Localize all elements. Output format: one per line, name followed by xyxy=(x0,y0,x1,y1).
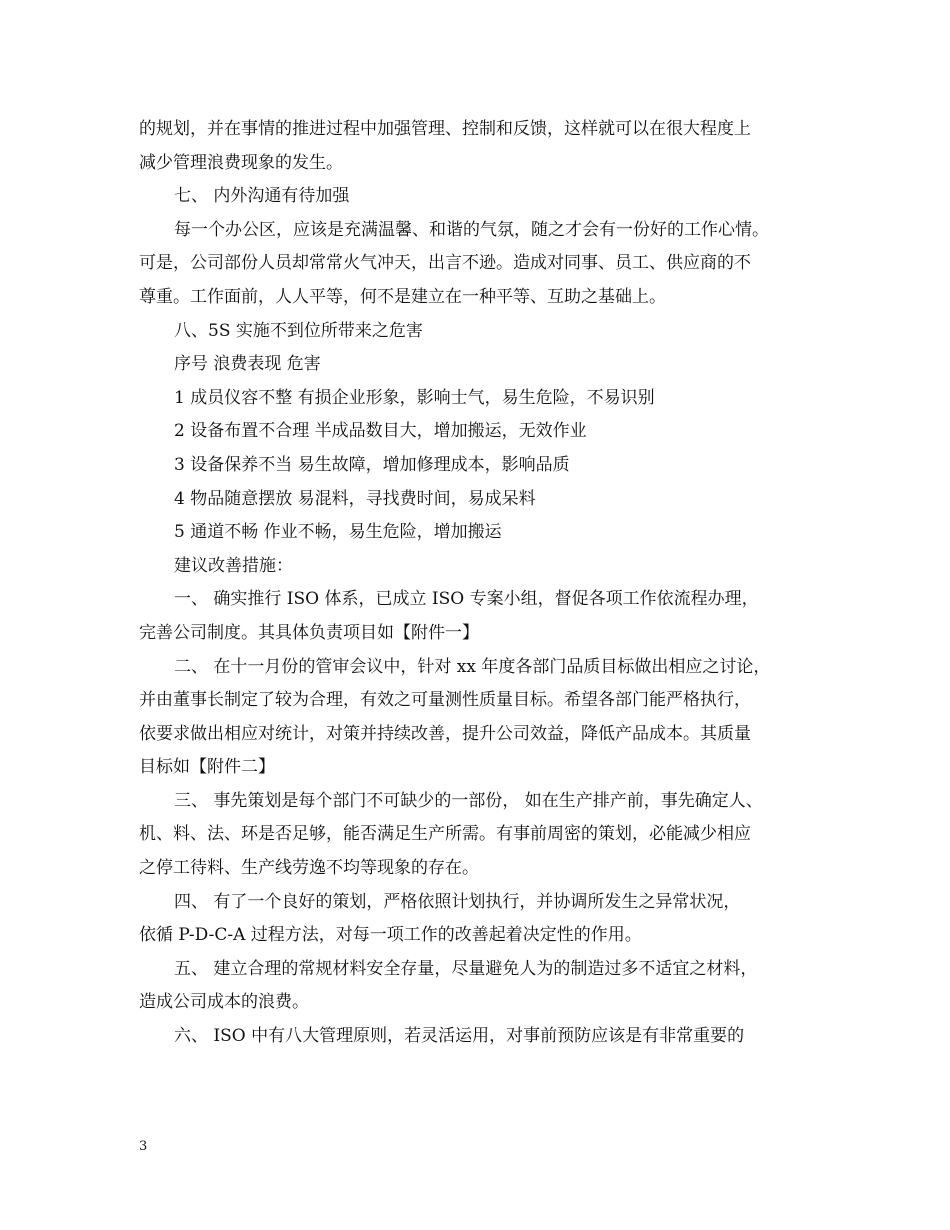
table-row-line: 4 物品随意摆放 易混料，寻找费时间，易成呆料 xyxy=(174,488,536,509)
text-line: 三、 事先策划是每个部门不可缺少的一部份， 如在生产排产前，事先确定人、 xyxy=(174,790,763,811)
text-line: 的规划，并在事情的推进过程中加强管理、控制和反馈，这样就可以在很大程度上 xyxy=(139,119,751,139)
text-line: 五、 建立合理的常规材料安全存量，尽量避免人为的制造过多不适宜之材料， xyxy=(174,958,758,979)
table-header-line: 序号 浪费表现 危害 xyxy=(174,354,321,375)
text-line: 依要求做出相应对统计，对策并持续改善，提升公司效益，降低产品成本。其质量 xyxy=(139,723,751,744)
page-number: 3 xyxy=(139,1139,148,1154)
table-row-line: 5 通道不畅 作业不畅，易生危险，增加搬运 xyxy=(174,522,502,543)
text-line: 机、料、法、环是否足够，能否满足生产所需。有事前周密的策划，必能减少相应 xyxy=(139,824,751,845)
text-line: 依循 P-D-C-A 过程方法，对每一项工作的改善起着决定性的作用。 xyxy=(139,925,642,946)
table-row-line: 3 设备保养不当 易生故障，增加修理成本，影响品质 xyxy=(174,454,570,475)
text-line: 并由董事长制定了较为合理，有效之可量测性质量目标。希望各部门能严格执行， xyxy=(139,690,751,711)
text-line: 之停工待料、生产线劳逸不均等现象的存在。 xyxy=(139,858,479,879)
document-body xyxy=(139,113,839,1054)
text-line: 目标如【附件二】 xyxy=(139,757,275,778)
table-row-line: 2 设备布置不合理 半成品数目大，增加搬运，无效作业 xyxy=(174,421,587,442)
text-line: 可是，公司部份人员却常常火气冲天，出言不逊。造成对同事、员工、供应商的不 xyxy=(139,253,751,274)
text-line: 四、 有了一个良好的策划，严格依照计划执行，并协调所发生之异常状况， xyxy=(174,891,741,912)
text-line: 六、 ISO 中有八大管理原则，若灵活运用，对事前预防应该是有非常重要的 xyxy=(174,1026,745,1047)
text-line: 二、 在十一月份的管审会议中，针对 xx 年度各部门品质目标做出相应之讨论， xyxy=(174,656,771,677)
text-line: 一、 确实推行 ISO 体系，已成立 ISO 专案小组，督促各项工作依流程办理， xyxy=(174,589,759,610)
text-line: 造成公司成本的浪费。 xyxy=(139,992,309,1013)
text-line: 完善公司制度。其具体负责项目如【附件一】 xyxy=(139,622,479,643)
section-heading: 八、5S 实施不到位所带来之危害 xyxy=(174,320,423,341)
text-line: 减少管理浪费现象的发生。 xyxy=(139,152,343,173)
text-line: 每一个办公区，应该是充满温馨、和谐的气氛，随之才会有一份好的工作心情。 xyxy=(174,219,769,240)
section-heading: 建议改善措施： xyxy=(174,555,293,576)
section-heading: 七、 内外沟通有待加强 xyxy=(174,186,350,207)
table-row-line: 1 成员仪容不整 有损企业形象，影响士气，易生危险，不易识别 xyxy=(174,387,655,408)
text-line: 尊重。工作面前，人人平等，何不是建立在一种平等、互助之基础上。 xyxy=(139,286,666,307)
